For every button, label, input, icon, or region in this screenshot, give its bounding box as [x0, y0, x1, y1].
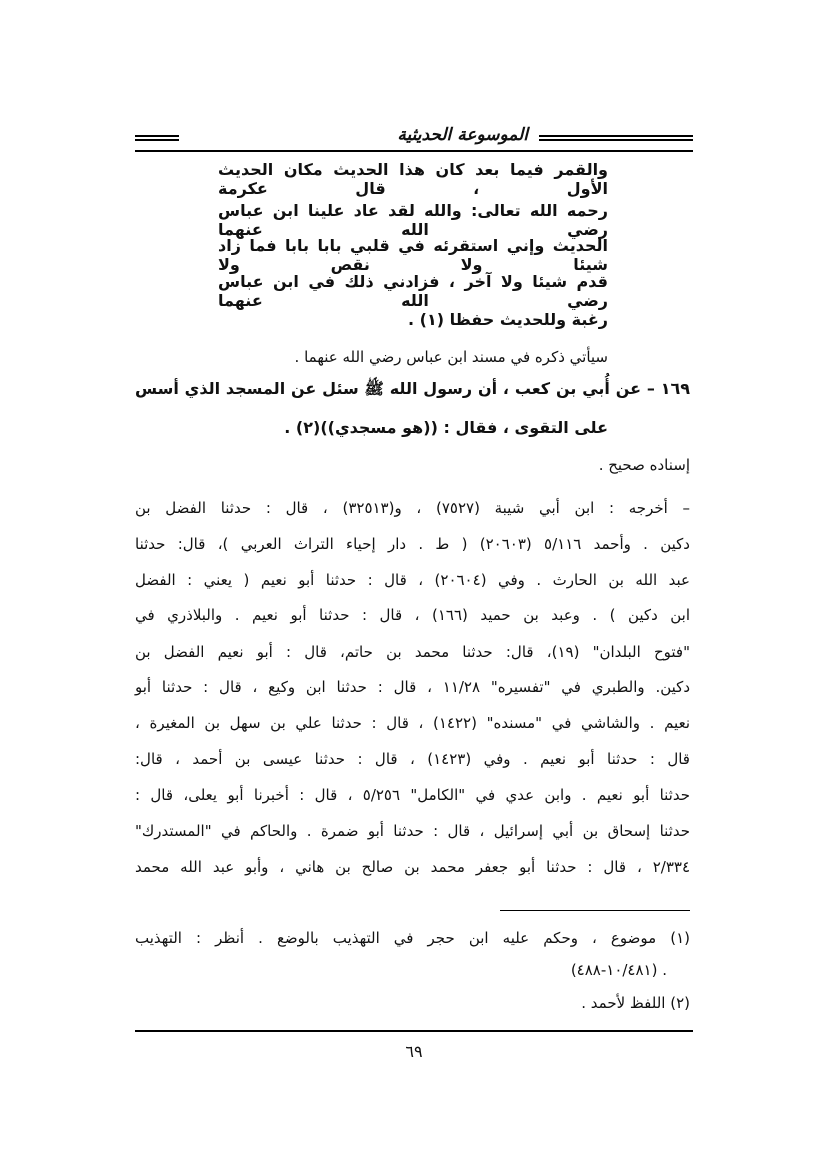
- hadith-line: على التقوى ، فقال : ((هو مسجدي))(٢) .: [284, 418, 608, 437]
- header-rule-left: [135, 135, 179, 141]
- footnote-line: (١) موضوع ، وحكم عليه ابن حجر في التهذيب بالوضع . أنظر : التهذيب: [135, 929, 690, 947]
- header-divider: [135, 150, 693, 152]
- main-line: رحمه الله تعالى: والله لقد عاد علينا ابن عباس رضي الله عنهما: [218, 201, 608, 239]
- main-line: والقمر فيما بعد كان هذا الحديث مكان الحديث الأول ، قال عكرمة: [218, 160, 608, 198]
- takhrij-line: "فتوح البلدان" (١٩)، قال: حدثنا محمد بن حاتم، قال : أبو نعيم الفضل بن: [135, 643, 690, 661]
- page-header: [135, 122, 693, 150]
- takhrij-line: – أخرجه : ابن أبي شيبة (٧٥٢٧) ، و(٣٢٥١٣) ، قال : حدثنا الفضل بن: [135, 499, 690, 517]
- bottom-divider: [135, 1030, 693, 1032]
- main-line: الحديث وإني استقرئه في قلبي بابا بابا فما زاد شيئا ولا نقص ولا: [218, 236, 608, 274]
- note-line: سيأتي ذكره في مسند ابن عباس رضي الله عنهما .: [294, 348, 608, 366]
- takhrij-line: عبد الله بن الحارث . وفي (٢٠٦٠٤) ، قال : حدثنا أبو نعيم ( يعني : الفضل: [135, 571, 690, 589]
- hadith-line: ١٦٩ – عن أُبي بن كعب ، أن رسول الله ﷺ سئل عن المسجد الذي أسس: [135, 379, 690, 398]
- header-rule-right: [539, 135, 693, 141]
- main-line: رغبة وللحديث حفظا (١) .: [408, 310, 608, 329]
- footnote-line: (٢) اللفظ لأحمد .: [581, 994, 690, 1012]
- footnote-divider: [500, 910, 690, 911]
- main-line: قدم شيئا ولا آخر ، فزادني ذلك في ابن عباس رضي الله عنهما: [218, 272, 608, 310]
- takhrij-line: ٢/٣٣٤ ، قال : حدثنا أبو جعفر محمد بن صالح بن هاني ، وأبو عبد الله محمد: [135, 858, 690, 876]
- takhrij-line: قال : حدثنا أبو نعيم . وفي (١٤٢٣) ، قال : حدثنا عيسى بن أحمد ، قال:: [135, 750, 690, 768]
- page-number: ٦٩: [405, 1042, 423, 1061]
- header-title: الموسوعة الحديثية: [397, 125, 528, 145]
- footnote-line: (١٠/٤٨١-٤٨٨) .: [570, 961, 667, 979]
- takhrij-line: دكين . وأحمد ٥/١١٦ (٢٠٦٠٣) ( ط . دار إحياء التراث العربي )، قال: حدثنا: [135, 535, 690, 553]
- isnad-line: إسناده صحيح .: [598, 456, 690, 474]
- takhrij-line: دكين. والطبري في "تفسيره" ١١/٢٨ ، قال : حدثنا ابن وكيع ، قال : حدثنا أبو: [135, 678, 690, 696]
- takhrij-line: حدثنا إسحاق بن أبي إسرائيل ، قال : حدثنا أبو ضمرة . والحاكم في "المستدرك": [135, 822, 690, 840]
- takhrij-line: نعيم . والشاشي في "مسنده" (١٤٢٢) ، قال : حدثنا علي بن سهل بن المغيرة ،: [135, 714, 690, 732]
- takhrij-line: ابن دكين ) . وعبد بن حميد (١٦٦) ، قال : حدثنا أبو نعيم . والبلاذري في: [135, 606, 691, 624]
- takhrij-line: حدثنا أبو نعيم . وابن عدي في "الكامل" ٥/٢٥٦ ، قال : أخبرنا أبو يعلى، قال :: [135, 786, 691, 804]
